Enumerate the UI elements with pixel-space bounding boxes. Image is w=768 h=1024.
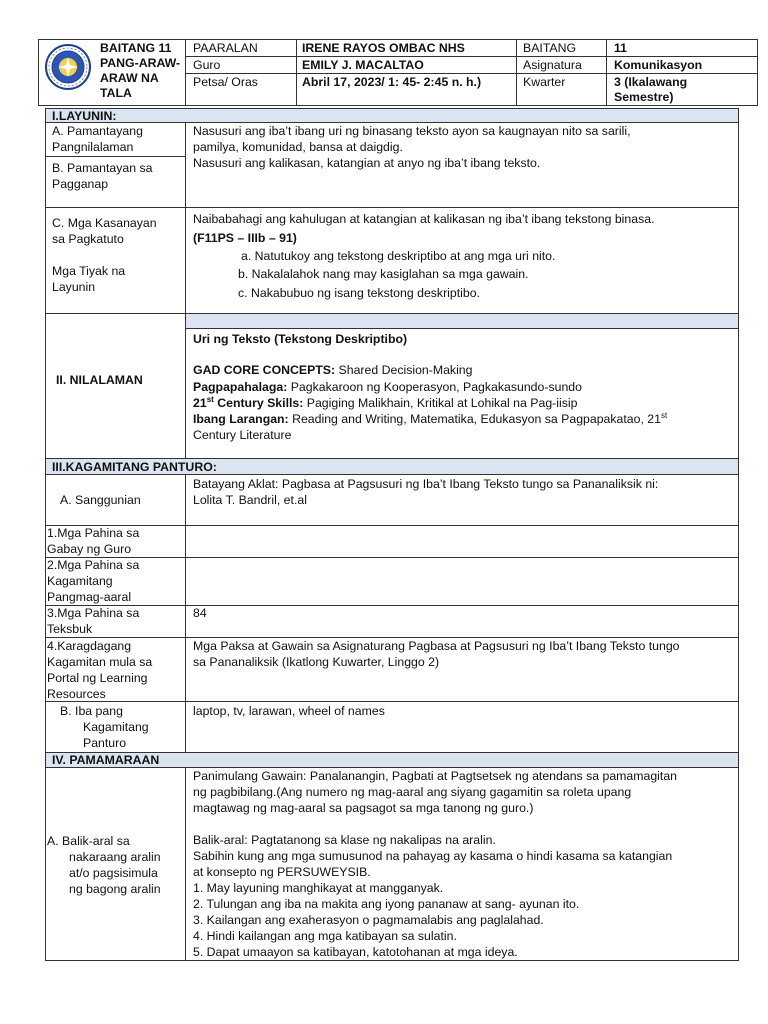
gad-value: Shared Decision-Making	[335, 363, 473, 377]
ibang-larangan-sup: st	[660, 410, 668, 420]
competency-code: (F11PS – IIIb – 91)	[193, 231, 297, 245]
ibang-larangan-label: Ibang Larangan:	[193, 412, 289, 426]
objective-item: a. Natutukoy ang tekstong deskriptibo at ang mga uri nito.	[241, 249, 556, 263]
text-pamantayan-pagganap: Nasusuri ang kalikasan, katangian at anyo ng iba’t ibang teksto.	[193, 156, 541, 170]
ibang-larangan-line2: Century Literature	[193, 428, 292, 442]
header-label-paaralan: PAARALAN	[193, 41, 258, 55]
label-learning-resources: 4.Karagdagang	[47, 639, 132, 653]
label-tiyak-na-layunin: Mga Tiyak na	[52, 264, 126, 278]
label-kagamitang-pangmag-aaral: Pangmag-aaral	[47, 590, 132, 604]
header-title-line: PANG-ARAW-	[100, 56, 181, 70]
label-pamantayan-pagganap: B. Pamantayan sa	[52, 161, 153, 175]
label-balik-aral: A. Balik-aral sa	[47, 834, 130, 848]
text-pamantayang-pangnilalaman: pamilya, komunidad, bansa at daigdig.	[193, 140, 403, 154]
label-kasanayan: sa Pagkatuto	[52, 232, 124, 246]
header-value-subject: Komunikasyon	[614, 58, 703, 72]
label-kagamitang-pangmag-aaral: 2.Mga Pahina sa	[47, 558, 140, 572]
text-panimulang-gawain: magtawag ng mag-aaral sa pagsagot sa mga tanong ng guro.)	[193, 801, 534, 815]
header-value-quarter: Semestre)	[614, 90, 674, 104]
gad-line	[193, 362, 473, 378]
text-sanggunian: Batayang Aklat: Pagbasa at Pagsusuri ng Iba’t Ibang Teksto tungo sa Pananaliksik ni:	[193, 477, 659, 491]
ibang-larangan-line	[193, 411, 667, 427]
deped-seal-logo	[44, 43, 92, 91]
header-title-line: TALA	[100, 86, 132, 100]
label-balik-aral: at/o pagsisimula	[69, 866, 158, 880]
section-band-nilalaman	[185, 313, 739, 329]
row-line	[45, 525, 739, 526]
label-sanggunian: A. Sanggunian	[60, 493, 141, 507]
text-kasanayan: Naibabahagi ang kahulugan at katangian at kalikasan ng iba’t ibang tekstong binasa.	[193, 212, 655, 226]
label-gabay-guro: Gabay ng Guro	[47, 542, 132, 556]
text-balik-aral: Sabihin kung ang mga sumusunod na pahayag ay kasama o hindi kasama sa katangian	[193, 849, 673, 863]
label-gabay-guro: 1.Mga Pahina sa	[47, 526, 140, 540]
label-balik-aral: nakaraang aralin	[69, 850, 161, 864]
column-divider	[185, 313, 186, 458]
column-divider	[185, 123, 186, 313]
table-right-border	[738, 108, 739, 961]
header-value-grade: 11	[614, 41, 627, 55]
header-label-kwarter: Kwarter	[523, 75, 566, 89]
header-title-line: ARAW NA	[100, 71, 159, 85]
label-iba-pang-kagamitan: B. Iba pang	[60, 704, 123, 718]
label-pamantayang-pangnilalaman: A. Pamantayang	[52, 124, 143, 138]
section-heading: IV. PAMAMARAAN	[52, 753, 160, 767]
label-pamantayan-pagganap: Pagganap	[52, 177, 109, 191]
label-iba-pang-kagamitan: Kagamitang	[83, 720, 149, 734]
skills-label: Century Skills:	[213, 396, 304, 410]
label-learning-resources: Kagamitan mula sa	[47, 655, 153, 669]
table-bottom-border	[45, 960, 739, 961]
label-nilalaman: II. NILALAMAN	[56, 373, 143, 387]
text-sanggunian: Lolita T. Bandril, et.al	[193, 493, 307, 507]
text-balik-aral: at konsepto ng PERSUWEYSIB.	[193, 865, 371, 879]
label-balik-aral: ng bagong aralin	[69, 882, 161, 896]
pagpapahalaga-value: Pagkakaroon ng Kooperasyon, Pagkakasundo-sundo	[287, 380, 582, 394]
header-value-teacher: EMILY J. MACALTAO	[302, 58, 424, 72]
text-panimulang-gawain: Panimulang Gawain: Panalanangin, Pagbati at Pagtsetsek ng atendans sa pamamagitan	[193, 769, 678, 783]
list-item: 3. Kailangan ang exaherasyon o pagmamalabis ang paglalahad.	[193, 913, 544, 927]
skills-value: Pagiging Malikhain, Kritikal at Lohikal na Pag-iisip	[303, 396, 578, 410]
pagpapahalaga-line	[193, 379, 582, 395]
label-teksbuk: Teksbuk	[47, 622, 93, 636]
header-label-petsa: Petsa/ Oras	[193, 75, 258, 89]
text-balik-aral: Balik-aral: Pagtatanong sa klase ng nakalipas na aralin.	[193, 833, 496, 847]
text-panimulang-gawain: ng pagbibilang.(Ang numero ng mag-aaral ang siyang gagamitin sa roleta upang	[193, 785, 632, 799]
label-tiyak-na-layunin: Layunin	[52, 280, 96, 294]
header-title-line: BAITANG 11	[100, 41, 172, 55]
section-heading: III.KAGAMITANG PANTURO:	[52, 460, 217, 474]
label-learning-resources: Resources	[47, 687, 106, 701]
row-line	[45, 557, 739, 558]
skills-line	[193, 395, 577, 411]
text-learning-resources: Mga Paksa at Gawain sa Asignaturang Pagbasa at Pagsusuri ng Iba’t Ibang Teksto tungo	[193, 639, 680, 653]
text-iba-pang-kagamitan: laptop, tv, larawan, wheel of names	[193, 704, 385, 718]
label-learning-resources: Portal ng Learning	[47, 671, 148, 685]
section-heading: I.LAYUNIN:	[52, 109, 117, 123]
label-teksbuk: 3.Mga Pahina sa	[47, 606, 140, 620]
value-teksbuk-pages: 84	[193, 606, 207, 620]
column-divider	[185, 475, 186, 752]
header-value-quarter: 3 (Ikalawang	[614, 75, 688, 89]
pagpapahalaga-label: Pagpapahalaga:	[193, 380, 288, 394]
text-learning-resources: sa Pananaliksik (Ikatlong Kuwarter, Linggo 2)	[193, 655, 440, 669]
gad-label: GAD CORE CONCEPTS:	[193, 363, 336, 377]
skills-sup: st	[206, 394, 214, 404]
list-item: 1. May layuning manghikayat at mangganyak.	[193, 881, 444, 895]
list-item: 5. Dapat umaayon sa katibayan, katotohanan at mga ideya.	[193, 945, 518, 959]
list-item: 2. Tulungan ang iba na makita ang iyong pananaw at sang- ayunan ito.	[193, 897, 580, 911]
row-line	[45, 701, 739, 702]
label-iba-pang-kagamitan: Panturo	[83, 736, 127, 750]
header-label-asignatura: Asignatura	[523, 58, 582, 72]
row-line	[45, 156, 185, 157]
table-left-border	[45, 108, 46, 961]
topic-title: Uri ng Teksto (Tekstong Deskriptibo)	[193, 332, 408, 346]
label-pamantayang-pangnilalaman: Pangnilalaman	[52, 140, 134, 154]
header-label-baitang: BAITANG	[523, 41, 577, 55]
section-band-layunin	[45, 108, 739, 123]
ibang-larangan-value: Reading and Writing, Matematika, Edukasyon sa Pagpapakatao, 21	[288, 412, 661, 426]
header-value-date: Abril 17, 2023/ 1: 45- 2:45 n. h.)	[302, 75, 482, 89]
list-item: 4. Hindi kailangan ang mga katibayan sa sulatin.	[193, 929, 457, 943]
row-line	[45, 207, 739, 208]
column-divider	[185, 768, 186, 961]
text-pamantayang-pangnilalaman: Nasusuri ang iba’t ibang uri ng binasang teksto ayon sa kaugnayan nito sa sarili,	[193, 124, 631, 138]
label-kagamitang-pangmag-aaral: Kagamitang	[47, 574, 113, 588]
skills-num: 21	[193, 396, 207, 410]
objective-item: c. Nakabubuo ng isang tekstong deskriptibo.	[238, 286, 480, 300]
header-value-school: IRENE RAYOS OMBAC NHS	[302, 41, 465, 55]
header-label-guro: Guro	[193, 58, 221, 72]
row-line	[45, 605, 739, 606]
objective-item: b. Nakalalahok nang may kasiglahan sa mga gawain.	[238, 267, 529, 281]
label-kasanayan: C. Mga Kasanayan	[52, 216, 157, 230]
